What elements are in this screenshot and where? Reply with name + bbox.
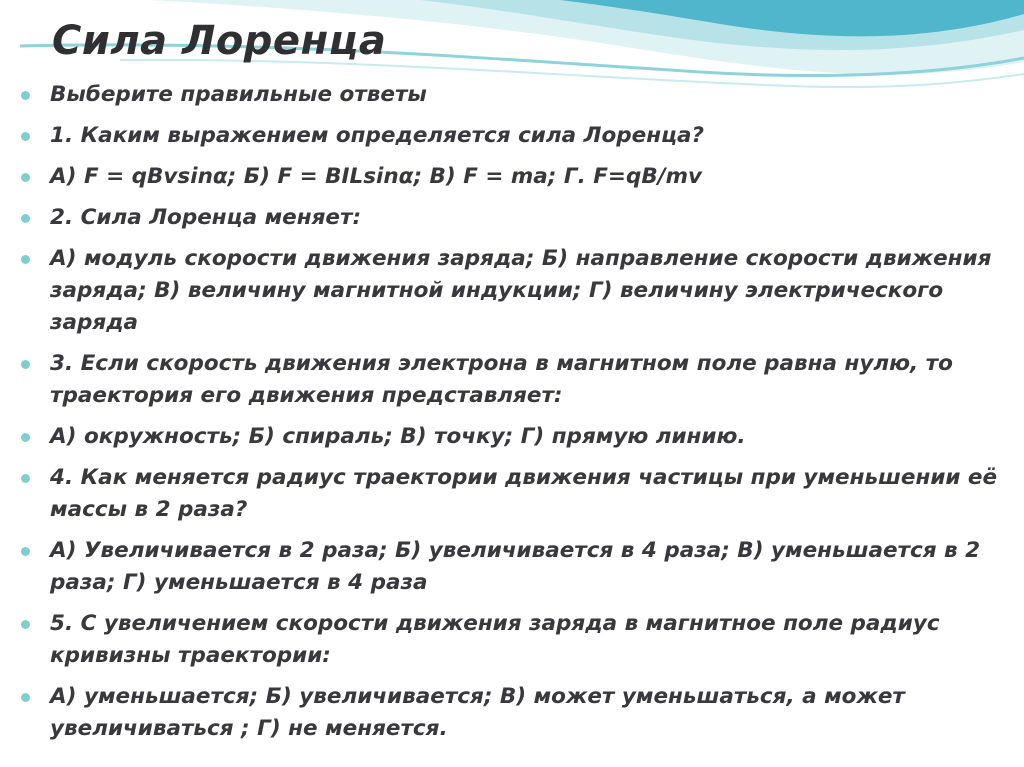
list-item [18, 202, 1008, 234]
bullet-dot-icon [21, 433, 30, 442]
list-item-text: 4. Как меняется радиус траектории движения частицы при уменьшении её массы в 2 раза? [50, 465, 998, 522]
list-item [18, 608, 1008, 672]
bullet-dot-icon [21, 474, 30, 483]
question-list [18, 79, 1008, 754]
bullet-dot-icon [21, 693, 30, 702]
list-item [18, 243, 1008, 339]
list-item-text: 3. Если скорость движения электрона в магнитном поле равна нулю, то траектория его движения представляет: [50, 351, 953, 408]
bullet-dot-icon [21, 173, 30, 182]
list-item-text: 1. Каким выражением определяется сила Лоренца? [50, 123, 704, 148]
bullet-dot-icon [21, 91, 30, 100]
list-item [18, 348, 1008, 412]
list-item [18, 79, 1008, 111]
list-item-text: Выберите правильные ответы [50, 82, 427, 107]
list-item-text: А) Увеличивается в 2 раза; Б) увеличивается в 4 раза; В) уменьшается в 2 раза; Г) уменьшается в 4 раза [50, 538, 981, 595]
list-item [18, 421, 1008, 453]
list-item-text: 2. Сила Лоренца меняет: [50, 205, 362, 230]
list-item-text: А) F = qBvsinα; Б) F = BILsinα; В) F = ma; Г. F=qB/mv [50, 164, 702, 189]
list-item [18, 161, 1008, 193]
bullet-dot-icon [21, 547, 30, 556]
bullet-dot-icon [21, 620, 30, 629]
slide-title: Сила Лоренца [52, 18, 387, 64]
bullet-dot-icon [21, 132, 30, 141]
list-item-text: А) модуль скорости движения заряда; Б) направление скорости движения заряда; В) величину магнитной индукции; Г) величину электрического заряда [50, 246, 992, 335]
list-item [18, 120, 1008, 152]
list-item-text: А) уменьшается; Б) увеличивается; В) может уменьшаться, а может увеличиваться ; Г) не меняется. [50, 684, 905, 741]
list-item [18, 681, 1008, 745]
bullet-dot-icon [21, 214, 30, 223]
list-item-text: А) окружность; Б) спираль; В) точку; Г) прямую линию. [50, 424, 746, 449]
list-item [18, 535, 1008, 599]
bullet-dot-icon [21, 255, 30, 264]
bullet-dot-icon [21, 360, 30, 369]
list-item [18, 462, 1008, 526]
list-item-text: 5. С увеличением скорости движения заряда в магнитное поле радиус кривизны траектории: [50, 611, 940, 668]
